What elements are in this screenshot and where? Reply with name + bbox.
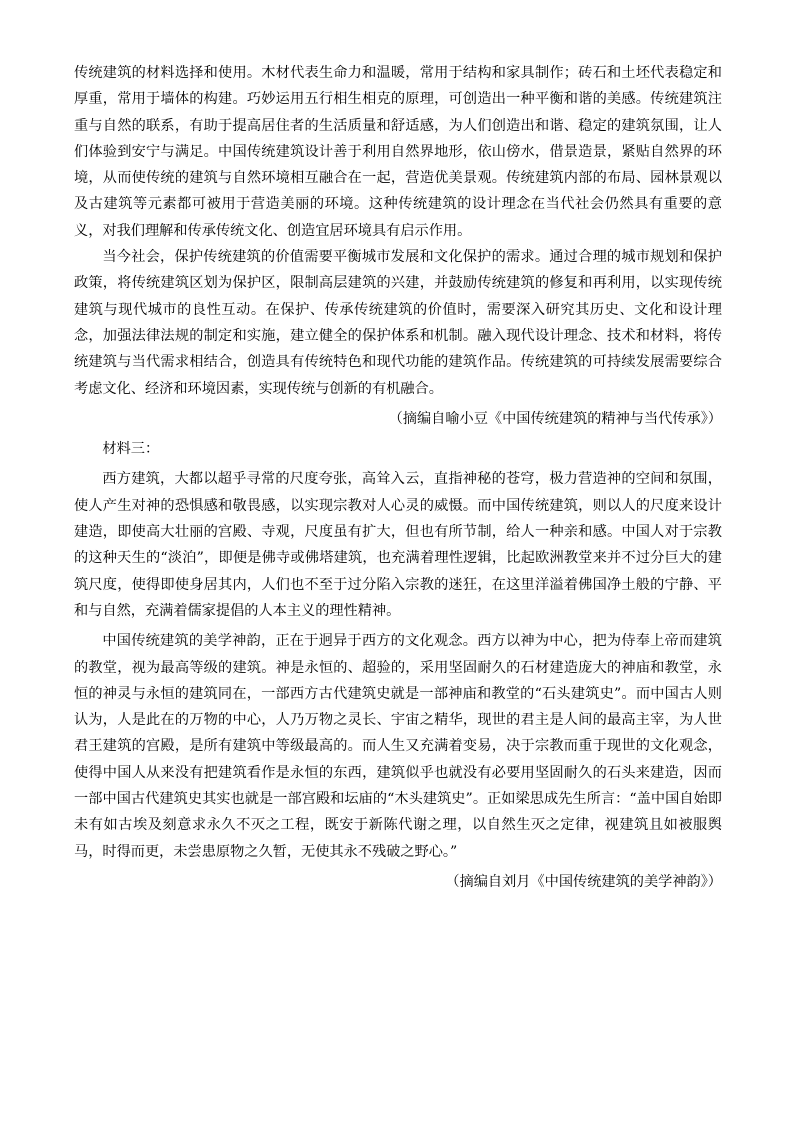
- material-three-label: 材料三：: [102, 441, 160, 458]
- paragraph-aesthetic-charm: 中国传统建筑的美学神韵，正在于迥异于西方的文化观念。西方以神为中心，把为侍奉上帝而建筑的教堂，视为最高等级的建筑。神是永恒的、超验的，采用坚固耐久的石材建造庞大的神庙和教堂，永恒的神灵与永恒的建筑同在，一部西方古代建筑史就是一部神庙和教堂的“石头建筑史”。而中国古人则认为，人是此在的万物的中心，人乃万物之灵长、宇宙之精华，现世的君主是人间的最高主宰，为人世君王建筑的宫殿，是所有建筑中等级最高的。而人生又充满着变易，决于宗教而重于现世的文化观念，使得中国人从来没有把建筑看作是永恒的东西，建筑似乎也就没有必要用坚固耐久的石头来建造，因而一部中国古代建筑史其实也就是一部宫殿和坛庙的“木头建筑史”。正如梁思成先生所言：“盖中国自始即未有如古埃及刻意求永久不灭之工程，既安于新陈代谢之理，以自然生灭之定律，视建筑且如被服舆马，时得而更，未尝患原物之久暂，无使其永不残破之野心。”: [74, 633, 722, 860]
- source-citation-2: （摘编自刘月《中国传统建筑的美学神韵》）: [445, 873, 722, 890]
- document-page: [74, 60, 722, 895]
- paragraph-five-elements: 传统建筑的材料选择和使用。木材代表生命力和温暖，常用于结构和家具制作；砖石和土坯代表稳定和厚重，常用于墙体的构建。巧妙运用五行相生相克的原理，可创造出一种平衡和谐的美感。传统建筑注重与自然的联系，有助于提高居住者的生活质量和舒适感，为人们创造出和谐、稳定的建筑氛围，让人们体验到安宁与满足。中国传统建筑设计善于利用自然界地形，依山傍水，借景造景，紧贴自然界的环境，从而使传统的建筑与自然环境相互融合在一起，营造优美景观。传统建筑内部的布局、园林景观以及古建筑等元素都可被用于营造美丽的环境。这种传统建筑的设计理念在当代社会仍然具有重要的意义，对我们理解和传承传统文化、创造宜居环境具有启示作用。: [74, 65, 722, 239]
- paragraph-western-architecture: 西方建筑，大都以超乎寻常的尺度夸张，高耸入云，直指神秘的苍穹，极力营造神的空间和氛围，使人产生对神的恐惧感和敬畏感，以实现宗教对人心灵的威慑。而中国传统建筑，则以人的尺度来设计建造，即使高大壮丽的宫殿、寺观，尺度虽有扩大，但也有所节制，给人一种亲和感。中国人对于宗教的这种天生的“淡泊”，即便是佛寺或佛塔建筑，也充满着理性逻辑，比起欧洲教堂来并不过分巨大的建筑尺度，使得即使身居其内，人们也不至于过分陷入宗教的迷狂，在这里洋溢着佛国净土般的宁静、平和与自然，充满着儒家提倡的人本主义的理性精神。: [74, 471, 722, 619]
- source-citation-1: （摘编自喻小豆《中国传统建筑的精神与当代传承》）: [388, 410, 722, 427]
- paragraph-protection: 当今社会，保护传统建筑的价值需要平衡城市发展和文化保护的需求。通过合理的城市规划和保护政策，将传统建筑区划为保护区，限制高层建筑的兴建，并鼓励传统建筑的修复和再利用，以实现传统建筑与现代城市的良性互动。在保护、传承传统建筑的价值时，需要深入研究其历史、文化和设计理念，加强法律法规的制定和实施，建立健全的保护体系和机制。融入现代设计理念、技术和材料，将传统建筑与当代需求相结合，创造具有传统特色和现代功能的建筑作品。传统建筑的可持续发展需要综合考虑文化、经济和环境因素，实现传统与创新的有机融合。: [74, 249, 722, 397]
